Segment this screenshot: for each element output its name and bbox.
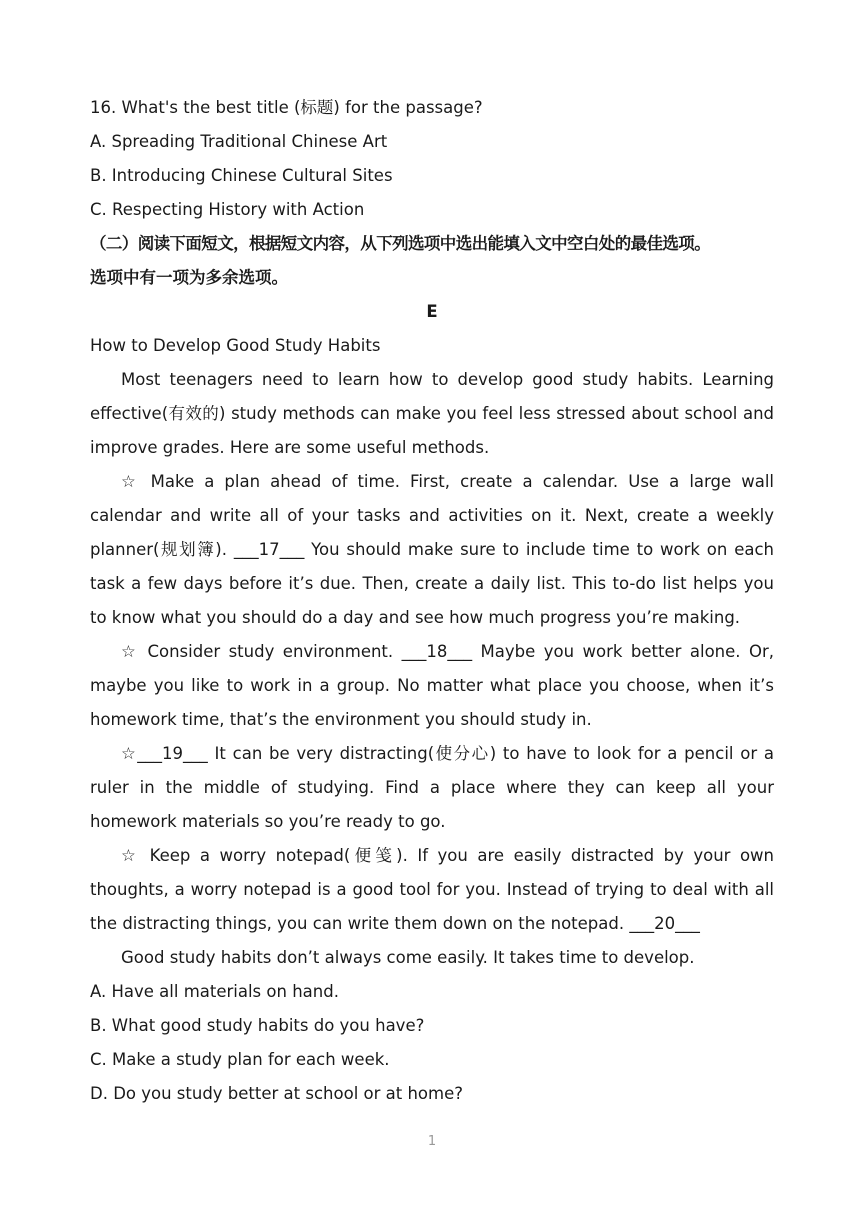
question-16-option-b: B. Introducing Chinese Cultural Sites: [90, 166, 393, 185]
passage-paragraph-materials: ☆___19___ It can be very distracting(使分心) to have to look for a pencil or a ruler in the middle of studying. Find a place where they can keep all your homework materials so you’re ready to go.: [90, 744, 774, 831]
answer-option-d: D. Do you study better at school or at home?: [90, 1084, 464, 1103]
page-content: [90, 91, 774, 1111]
answer-option-b: B. What good study habits do you have?: [90, 1016, 425, 1035]
passage-paragraph-conclusion: Good study habits don’t always come easily. It takes time to develop.: [121, 948, 695, 967]
passage-paragraph-intro: Most teenagers need to learn how to develop good study habits. Learning effective(有效的) study methods can make you feel less stressed about school and improve grades. Here are some useful methods.: [90, 370, 774, 457]
passage-paragraph-environment: ☆ Consider study environment. ___18___ Maybe you work better alone. Or, maybe you like to work in a group. No matter what place you choose, when it’s homework time, that’s the environment you should study in.: [90, 642, 774, 729]
question-16-option-c: C. Respecting History with Action: [90, 200, 365, 219]
section-instruction-line-1: （二）阅读下面短文，根据短文内容，从下列选项中选出能填入文中空白处的最佳选项。: [90, 234, 711, 253]
question-16-option-a: A. Spreading Traditional Chinese Art: [90, 132, 388, 151]
passage-paragraph-plan: ☆ Make a plan ahead of time. First, create a calendar. Use a large wall calendar and write all of your tasks and activities on it. Next, create a weekly planner(规划簿). ___17___ You should make sure to include time to work on each task a few days before it’s due. Then, create a daily list. This to-do list helps you to know what you should do a day and see how much progress you’re making.: [90, 472, 774, 627]
answer-option-a: A. Have all materials on hand.: [90, 982, 339, 1001]
page-number: 1: [427, 1134, 437, 1149]
passage-letter: E: [426, 302, 438, 321]
passage-paragraph-notepad: ☆ Keep a worry notepad(便笺). If you are easily distracted by your own thoughts, a worry notepad is a good tool for you. Instead of trying to deal with all the distracting things, you can write them down on the notepad. ___20___: [90, 846, 774, 933]
answer-option-c: C. Make a study plan for each week.: [90, 1050, 390, 1069]
question-16-stem: 16. What's the best title (标题) for the passage?: [90, 98, 483, 117]
passage-title: How to Develop Good Study Habits: [90, 336, 381, 355]
section-instruction-line-2: 选项中有一项为多余选项。: [90, 268, 288, 287]
